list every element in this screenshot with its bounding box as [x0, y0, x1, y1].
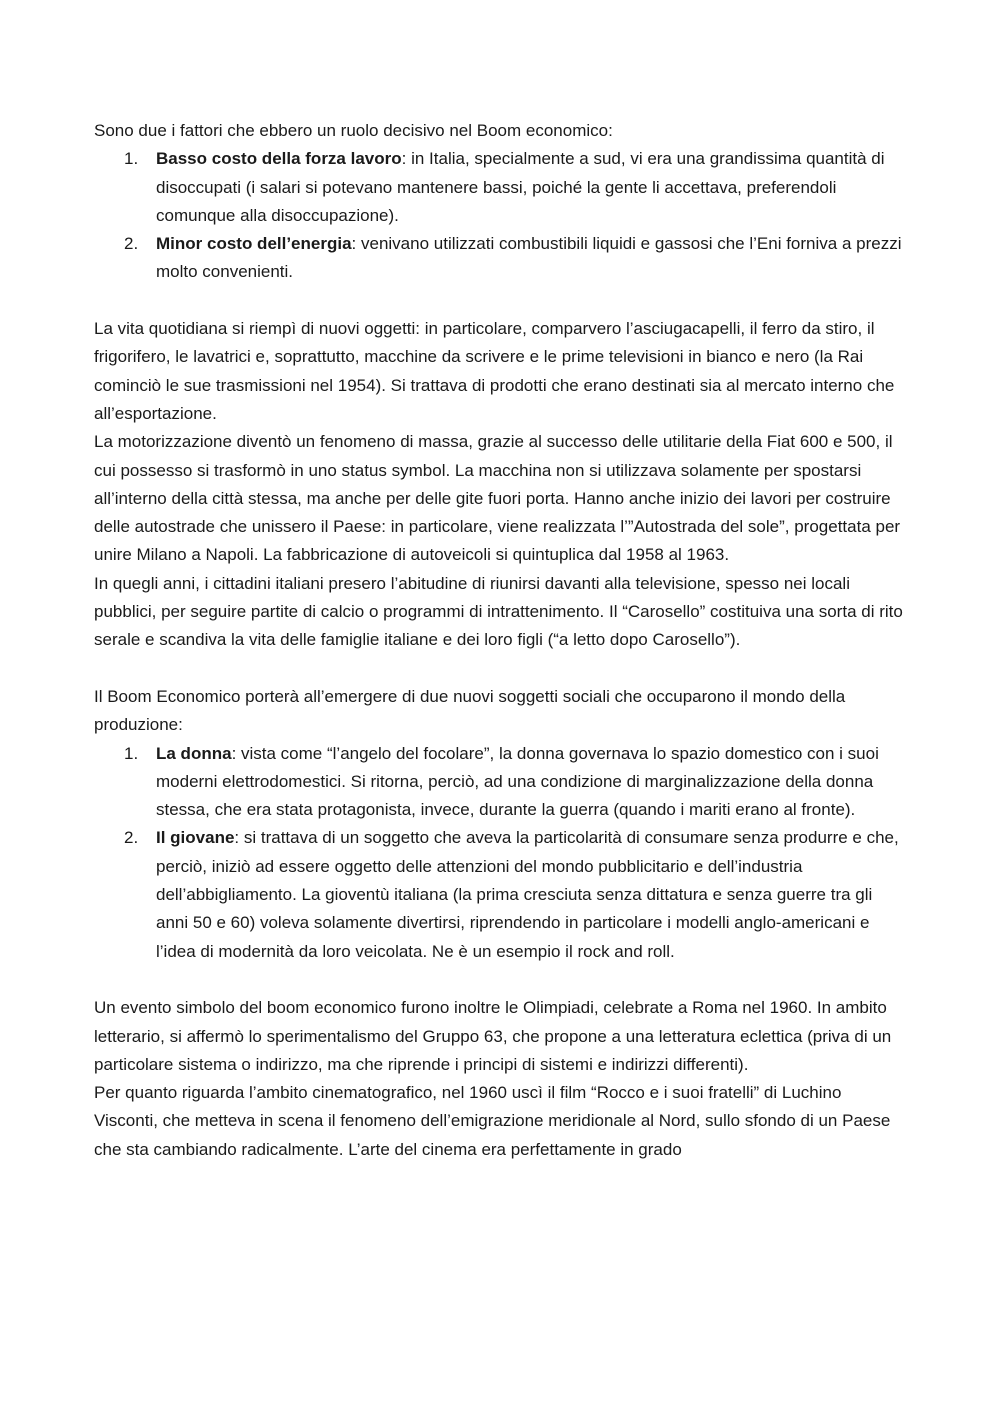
- list-term: Il giovane: [156, 828, 235, 848]
- list-number: 2.: [124, 234, 139, 254]
- document-page: [94, 117, 906, 1164]
- list-number: 2.: [124, 828, 139, 848]
- list-term: Minor costo dell’energia: [156, 234, 352, 254]
- blank-line: [94, 287, 906, 315]
- blank-line: [94, 966, 906, 994]
- body-paragraph: Per quanto riguarda l’ambito cinematografico, nel 1960 uscì il film “Rocco e i suoi fratelli” di Luchino Visconti, che metteva in scena il fenomeno dell’emigrazione meridionale al Nord, sullo sfondo di un Paese che sta cambiando radicalmente. L’arte del cinema era perfettamente in grado: [94, 1083, 891, 1159]
- subjects-list: [94, 740, 906, 966]
- list-item: [94, 230, 906, 287]
- body-paragraph: La motorizzazione diventò un fenomeno di massa, grazie al successo delle utilitarie della Fiat 600 e 500, il cui possesso si trasformò in uno status symbol. La macchina non si utilizzava solamente per spostarsi all’interno della città stessa, ma anche per delle gite fuori porta. Hanno anche inizio dei lavori per costruire delle autostrade che unissero il Paese: in particolare, viene realizzata l’”Autostrada del sole”, progettata per unire Milano a Napoli. La fabbricazione di autoveicoli si quintuplica dal 1958 al 1963.: [94, 432, 901, 565]
- list-item: [94, 145, 906, 230]
- list-text: : vista come “l’angelo del focolare”, la donna governava lo spazio domestico con i suoi moderni elettrodomestici. Si ritorna, perciò, ad una condizione di marginalizzazione della donna stessa, che era stata protagonista, invece, durante la guerra (quando i mariti erano al fronte).: [156, 743, 879, 820]
- list-item: [94, 740, 906, 825]
- list-term: Basso costo della forza lavoro: [156, 149, 402, 169]
- list-text: : venivano utilizzati combustibili liquidi e gassosi che l’Eni forniva a prezzi molto convenienti.: [156, 234, 902, 282]
- list-item: [94, 824, 906, 965]
- list-text: : in Italia, specialmente a sud, vi era una grandissima quantità di disoccupati (i salari si potevano mantenere bassi, poiché la gente li accettava, preferendoli comunque alla disoccupazione).: [156, 149, 885, 225]
- list-term: La donna: [156, 743, 232, 763]
- factors-list: [94, 145, 906, 286]
- list-text: : si trattava di un soggetto che aveva la particolarità di consumare senza produrre e che, perciò, iniziò ad essere oggetto delle attenzioni del mondo pubblicitario e dell’industria dell’abbigliamento. La gioventù italiana (la prima cresciuta senza dittatura e senza guerre tra gli anni 50 e 60) voleva solamente divertirsi, riprendendo in particolare i modelli anglo-americani e l’idea di modernità da loro veicolata. Ne è un esempio il rock and roll.: [156, 828, 899, 961]
- body-paragraph: In quegli anni, i cittadini italiani presero l’abitudine di riunirsi davanti alla televisione, spesso nei locali pubblici, per seguire partite di calcio o programmi di intrattenimento. Il “Carosello” costituiva una sorta di rito serale e scandiva la vita delle famiglie italiane e dei loro figli (“a letto dopo Carosello”).: [94, 573, 903, 650]
- blank-line: [94, 655, 906, 683]
- body-paragraph: La vita quotidiana si riempì di nuovi oggetti: in particolare, comparvero l’asciugacapelli, il ferro da stiro, il frigorifero, le lavatrici e, soprattutto, macchine da scrivere e le prime televisioni in bianco e nero (la Rai cominciò le sue trasmissioni nel 1954). Si trattava di prodotti che erano destinati sia al mercato interno che all’esportazione.: [94, 319, 895, 423]
- body-paragraph: Un evento simbolo del boom economico furono inoltre le Olimpiadi, celebrate a Roma nel 1960. In ambito letterario, si affermò lo sperimentalismo del Gruppo 63, che propone a una letteratura eclettica (priva di un particolare sistema o indirizzo, ma che riprende i principi di sistemi e indirizzi differenti).: [94, 998, 892, 1074]
- list-number: 1.: [124, 743, 139, 763]
- intro-paragraph: Sono due i fattori che ebbero un ruolo decisivo nel Boom economico:: [94, 121, 613, 140]
- list-number: 1.: [124, 149, 139, 169]
- intro-paragraph: Il Boom Economico porterà all’emergere di due nuovi soggetti sociali che occuparono il mondo della produzione:: [94, 686, 846, 735]
